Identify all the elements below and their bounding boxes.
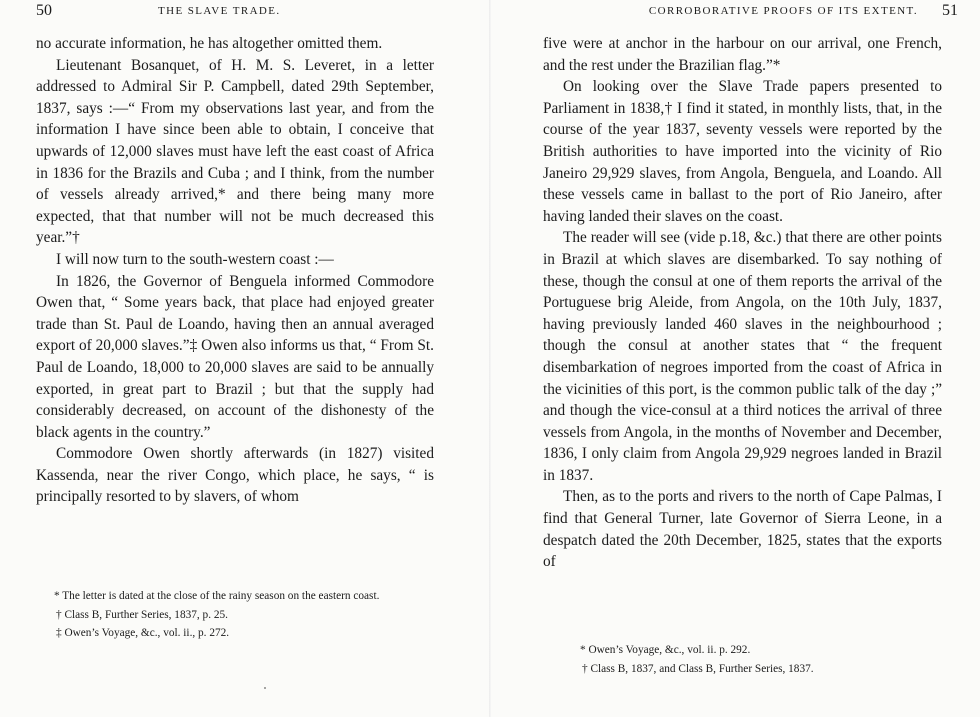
print-speck (264, 687, 266, 689)
paragraph: Commodore Owen shortly afterwards (in 1827) visited Kassenda, near the river Congo, which place, he says, “ is principally resorted to by slavers, of whom (36, 445, 434, 506)
running-head-title: CORROBORATIVE PROOFS OF ITS EXTENT. (648, 5, 918, 17)
page-number: 51 (942, 2, 958, 19)
paragraph: Then, as to the ports and rivers to the north of Cape Palmas, I find that General Turner, late Governor of Sierra Leone, in a despatch dated the 20th December, 1825, states that the exports of (543, 488, 942, 571)
footnote: † Class B, Further Series, 1837, p. 25. (56, 608, 228, 621)
body-text (36, 33, 434, 508)
right-page (490, 0, 980, 717)
footnote: † Class B, 1837, and Class B, Further Series, 1837. (582, 662, 814, 675)
body-text (543, 33, 942, 573)
running-head (542, 2, 958, 23)
running-head-title: THE SLAVE TRADE. (158, 5, 281, 17)
footnote: ‡ Owen’s Voyage, &c., vol. ii., p. 272. (56, 627, 230, 639)
paragraph: Lieutenant Bosanquet, of H. M. S. Leveret, in a letter addressed to Admiral Sir P. Campbell, dated 29th September, 1837, says :—“ From my observations last year, and from the information I have since been able to obtain, I conceive that upwards of 12,000 slaves must have left the east coast of Africa in 1836 for the Brazils and Cuba ; and I think, from the number of vessels already arrived,* and there being many more expected, that that number will not be much decreased this year.”† (36, 56, 434, 247)
running-head (36, 2, 436, 23)
page-number: 50 (36, 2, 52, 19)
paragraph: In 1826, the Governor of Benguela informed Commodore Owen that, “ Some years back, that place had enjoyed greater trade than St. Paul de Loando, having then an annual averaged export of 20,000 slaves.”‡ Owen also informs us that, “ From St. Paul de Loando, 18,000 to 20,000 slaves are said to be annually exported, in great part to Brazil ; but that the supply had considerably decreased, on account of the dishonesty of the black agents in the country.” (36, 272, 434, 441)
footnotes (40, 587, 434, 643)
paragraph: five were at anchor in the harbour on our arrival, one French, and the rest under the Brazilian flag.”* (543, 35, 942, 74)
footnote: * Owen’s Voyage, &c., vol. ii. p. 292. (580, 644, 751, 656)
paragraph: On looking over the Slave Trade papers presented to Parliament in 1838,† I find it stated, in monthly lists, that, in the course of the year 1837, seventy vessels were reported by the British authorities to have imported into the vicinity of Rio Janeiro 29,929 slaves, from Angola, Benguela, and Loando. All these vessels came in ballast to the port of Rio Janeiro, after having landed their slaves on the coast. (543, 78, 942, 225)
paragraph: I will now turn to the south-western coast :— (56, 250, 334, 268)
footnote: * The letter is dated at the close of the rainy season on the eastern coast. (54, 590, 380, 602)
footnotes (566, 641, 926, 678)
paragraph: The reader will see (vide p.18, &c.) that there are other points in Brazil at which slaves are disembarked. To say nothing of these, though the consul at one of them reports the arrival of the Portuguese brig Aleide, from Angola, on the 10th July, 1837, having previously landed 460 slaves in the neighbourhood ; though the consul at another states that “ the frequent disembarkation of negroes imported from the coast of Africa in the vicinities of this port, is the common public talk of the day ;” and though the vice-consul at a third notices the arrival of three vessels from Angola, in the months of November and December, 1836, I only claim from Angola 29,929 negroes landed in Brazil in 1837. (543, 229, 942, 484)
paragraph: no accurate information, he has altogether omitted them. (36, 35, 383, 52)
